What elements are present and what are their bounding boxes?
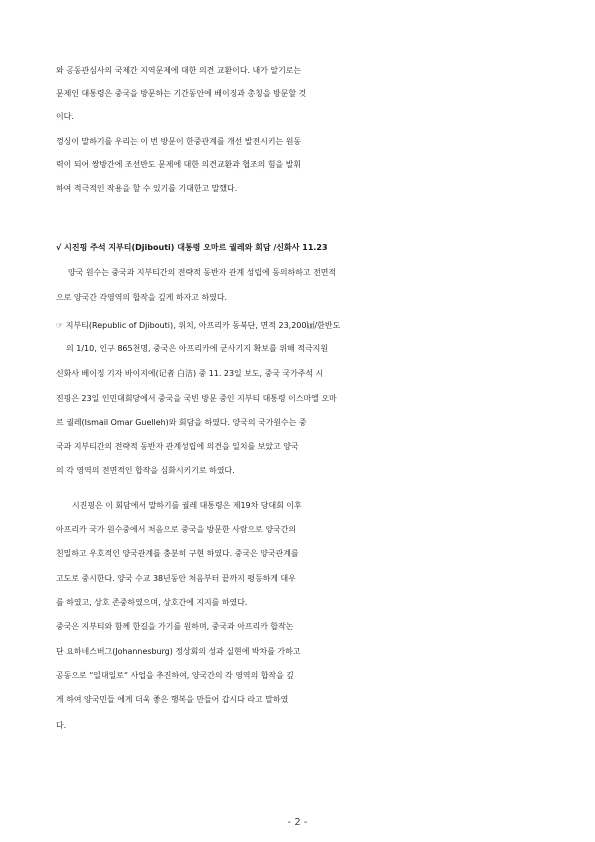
text-line: 문제인 대통령은 중국을 방문하는 기간동안에 베이징과 총칭을 방문할 것 (56, 89, 307, 98)
text-line: 단 요하네스버그(Johannesburg) 정상회의 성과 실현에 박차를 가하고 (56, 647, 301, 656)
note-line: ☞ 지부티(Republic of Djibouti), 위치, 아프리카 동북단, 면적 23,200㎢/한반도 (56, 321, 341, 330)
text-line: 진핑은 23일 인민대회당에서 중국을 국빈 방문 중인 지부티 대통령 이스마엘 오마 (56, 394, 337, 403)
section-heading: √ 시진핑 주석 지부티(Djibouti) 대통령 오마르 궐레와 회담 /신화사 11.23 (56, 243, 328, 252)
text-line: 껑싱이 말하기를 우리는 이 번 방문이 한중관계를 개선 발전시키는 원동 (56, 137, 302, 146)
text-line: 국과 지부티간의 전략적 동반자 관계성립에 의견을 일치를 보았고 양국 (56, 442, 299, 451)
text-line: 으로 양국간 각영역의 합작을 깊게 하자고 하였다. (56, 293, 228, 302)
text-line: 고도로 중시한다. 양국 수교 38년동안 처음부터 끝까지 평등하게 대우 (56, 574, 296, 583)
text-line: 와 공동관심사의 국제간 지역문제에 대한 의견 교환이다. 내가 알기로는 (56, 66, 302, 75)
text-line: 를 하였고, 상호 존중하였으며, 상호간에 지지를 하였다. (56, 598, 248, 607)
text-line: 다. (56, 721, 67, 730)
text-line: 공동으로 “일대일로“ 사업을 추진하여, 양국간의 각 영역의 합작을 깊 (56, 671, 294, 680)
text-line: 게 하여 양국민들 에게 더욱 좋은 행복을 만들어 갑시다 라고 말하였 (56, 695, 289, 704)
text-line: 력이 되어 쌍방간에 조선반도 문제에 대한 의견교환과 협조의 힘을 발휘 (56, 160, 302, 169)
text-line: 의 각 영역의 전면적인 합작을 심화시키기로 하였다. (56, 466, 235, 475)
text-line: 신화사 베이징 기자 바이지에(记者 白洁) 중 11. 23일 보도, 중국 국가주석 시 (56, 369, 324, 378)
page-number: - 2 - (287, 817, 308, 828)
text-line: 하여 적극적인 작용을 할 수 있기를 기대한고 말했다. (56, 184, 238, 193)
text-line: 양국 원수는 중국과 지부티간의 전략적 동반자 관계 성립에 동의하하고 전면적 (68, 268, 337, 277)
text-line: 중국은 지부티와 함께 한길을 가기를 원하며, 중국과 아프리카 합작논 (56, 622, 294, 631)
text-line: 르 궐레(Ismail Omar Guelleh)와 회담을 하였다. 양국의 국가원수는 중 (56, 418, 307, 427)
text-line: 친밀하고 우호적인 양국관계를 충분히 구현 하였다. 중국은 양국관계를 (56, 549, 299, 558)
text-line: 이다. (56, 112, 74, 121)
text-line: 시진핑은 이 회담에서 말하기를 궐레 대통령은 제19차 당대회 이후 (72, 501, 302, 510)
text-line: 아프리카 국가 원수중에서 처음으로 중국을 방문한 사람으로 양국간의 (56, 525, 297, 534)
note-line: 의 1/10, 인구 865천명, 중국은 아프리카에 군사기지 확보를 위해 적극지원 (66, 344, 329, 353)
